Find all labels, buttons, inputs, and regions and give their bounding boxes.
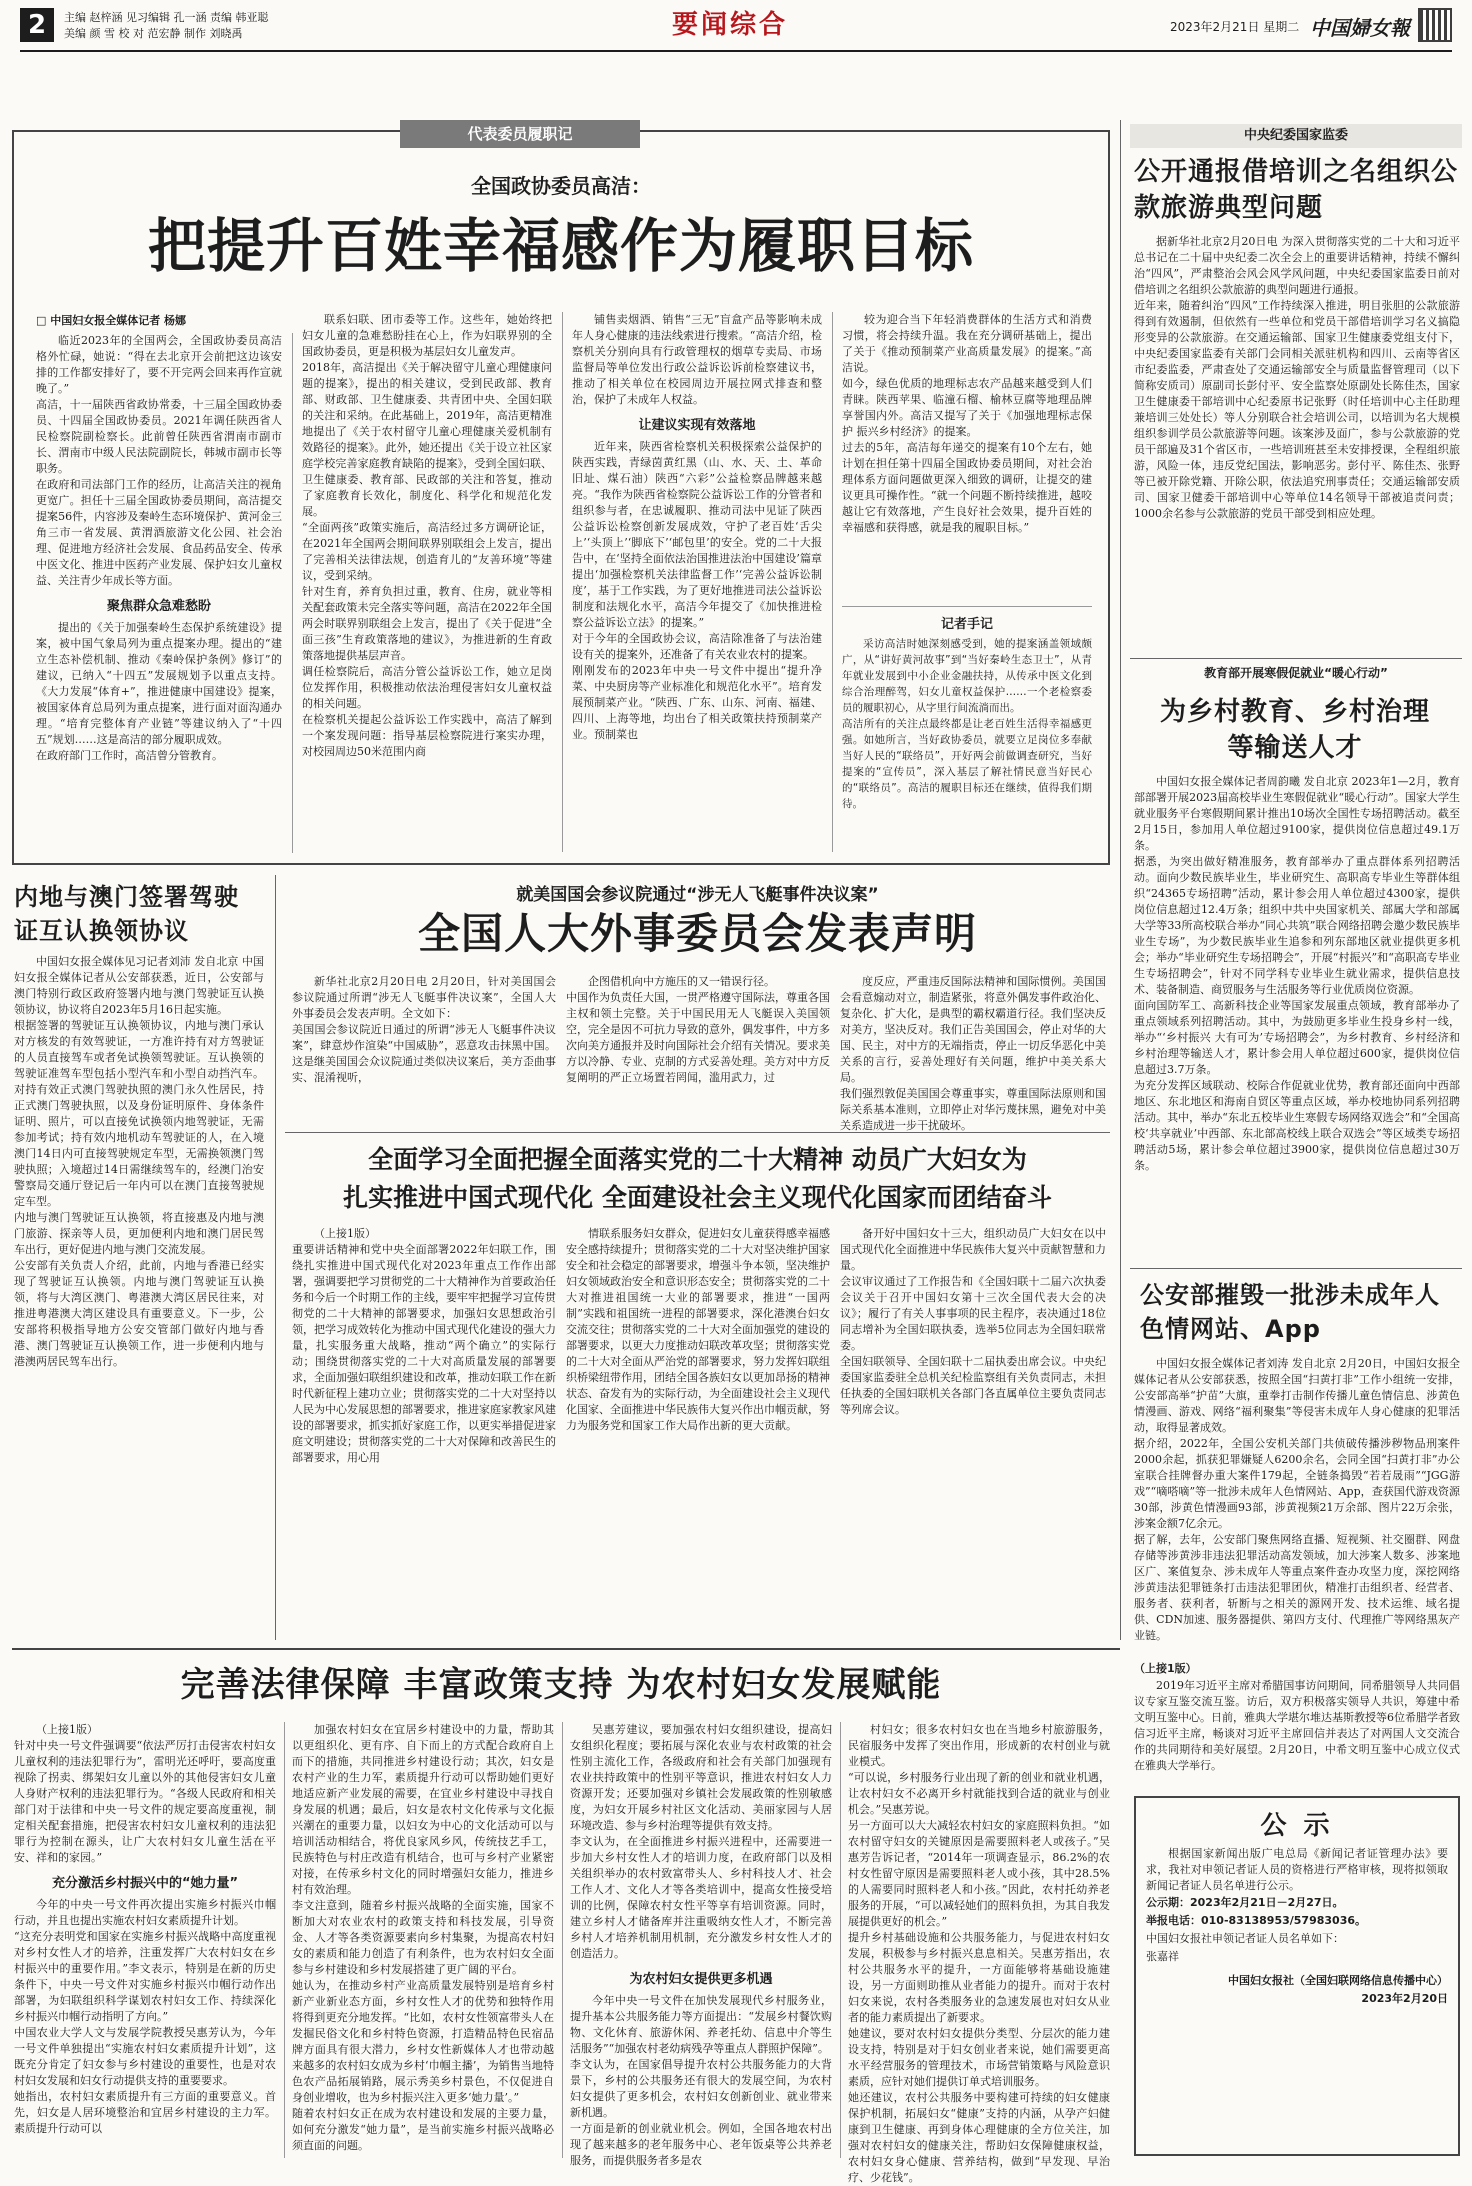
- macau-title: 内地与澳门签署驾驶证互认换领协议: [14, 883, 239, 945]
- public-notice: 公 示 根据国家新闻出版广电总局《新闻记者证管理办法》要求，我社对申领记者证人员的资格进行严格审核，现将拟领取新闻记者证人员名单进行公示。 公示期：2023年2月21日－2月27日。 举报电话：010-83138953/57983036。 中国妇女报社申领记者证人员名单如下： 张嘉祥 中国妇女报社（全国妇联网络信息传播中心） 2023年2月20日: [1134, 1796, 1460, 2156]
- jdxf-text: 据新华社北京2月20日电 为深入贯彻落实党的二十大和习近平总书记在二十届中央纪委二次全会上的重要讲话精神，持续不懈纠治“四风”，严肃整治会风会风学风问题，中央纪委国家监委日前对借培训之名组织公款旅游的典型问题进行通报。 近年来，随着纠治“四风”工作持续深入推进，明目张胆的公款旅游得到有效遏制，但依然有一些单位和党员干部借培训学习名义搞隐形变异的公款旅游。在交通运输部、国家卫生健康委党组支付下，中央纪委国家监委有关部门会同相关派驻机构和四川、云南等省区市纪委监委，严肃查处了交通运输部安全与质量监督管理司（以下简称安质司）原副司长彭付平、安全监察处原副处长陈佳杰，国家卫生健康委干部培训中心纪委原书记张野（时任培训中心主任助理兼培训三处处长）等人分别联合社会培训公司，以培训为名大规模组织参训学员公款旅游等问题。该案涉及面广，参与公款旅游的党员干部遍及31个省区市，一些培训班甚至未安排授课，全程组织旅游，风险一体，违反党纪国法，影响恶劣。彭付平、陈佳杰、张野等已被开除党籍、开除公职，依法追究刑事责任；交通运输部安质司、国家卫健委干部培训中心等单位14名领导干部被追责问责；1000余名参与公款旅游的党员干部受到相应处理。: [1134, 235, 1460, 520]
- lead-subtitle: 全国政协委员高洁：: [471, 174, 651, 198]
- npc-subtitle: 就美国国会参议院通过“涉无人飞艇事件决议案”: [516, 885, 879, 905]
- lead-column-4: 较为迎合当下年轻消费群体的生活方式和消费习惯，将会持续升温。我在充分调研基础上，提出了关于《推动预制菜产业高质量发展》的提案。”高洁说。 如今，绿色优质的地理标志农产品越来越受到人们青睐。陕西苹果、临潼石榴、榆林豆腐等地理品牌享誉国内外。高洁又提写了关于《加强地理标志保护 振兴乡村经济》的提案。 过去的5年，高洁每年递交的提案有10个左右，她计划在担任第十四届全国政协委员期间，对社会治理体系方面问题做更深入细致的调研，让提交的建议更具可操作性。“就一个问题不断持续推进，越咬越让它有效落地，产生良好社会效果，提升百姓的幸福感和获得感，就是我的履职目标。”: [842, 313, 1092, 534]
- masthead: [20, 8, 1452, 46]
- lead-column-1: 临近2023年的全国两会，全国政协委员高洁格外忙碌，她说：“得在去北京开会前把这边该安排的工作都安排好了，要不开完两会回来再作宣就晚了。” 高洁，十一届陕西省政协常委，十三届全国政协委员、十四届全国政协委员。2021年调任陕西省人民检察院副检察长。此前曾任陕西省渭南市副市长、渭南市中级人民法院副院长，韩城市副市长等职务。 在政府和司法部门工作的经历，让高洁关注的视角更宽广。担任十三届全国政协委员期间，高洁提交提案56件，内容涉及秦岭生态环境保护、黄河金三角三市一省发展、黄渭酒旅游文化公园、社会治理、促进地方经济社会发展、食品药品安全、传承中医文化、推进中医药产业发展、保护妇女儿童权益、关注青少年成长等方面。 聚焦群众急难愁盼 提出的《关于加强秦岭生态保护系统建设》提案，被中国气象局列为重点提案办理。提出的“建立生态补偿机制、推动《秦岭保护条例》修订”的建议，已纳入“十四五”发展规划予以重点支持。《大力发展“体育+”，推进健康中国建设》提案，被国家体育总局列为重点提案，进行面对面沟通办理。“培育完整体育产业链”等建议纳入了“十四五”规划……这是高洁的部分履职成效。 在政府部门工作时，高洁曾分管教育。: [36, 334, 282, 762]
- npc-title: 全国人大外事委员会发表声明: [417, 909, 977, 958]
- reporter-notes-title: 记者手记: [940, 617, 993, 632]
- rural-title: 完善法律保障 丰富政策支持 为农村妇女发展赋能: [180, 1665, 942, 1705]
- lead-heading-2: 让建议实现有效落地: [638, 418, 756, 433]
- shanghe-text: 2019年习近平主席对希腊国事访问期间，同希腊领导人共同倡议专家互鉴交流互鉴。访后，双方积极落实领导人共识，筹建中希文明互鉴中心。日前，雅典大学堪尔堆达基斯教授等6位希腊学者致信习近平主席，畅谈对习近平主席回信并表达了对两国人文交流合作的共同期待和美好展望。2月20日，中希文明互鉴中心成立仪式在雅典大学举行。: [1134, 1679, 1460, 1772]
- twenty-column-1: （上接1版） 重要讲话精神和党中央全面部署2022年妇联工作，围绕扎实推进中国式现代化对2023年重点工作作出部署，强调要把学习贯彻党的二十大精神作为首要政治任务和今后一个时期工作的主线，要牢牢把握学习宣传贯彻党的二十大精神的部署要求，加强妇女思想政治引领，把学习成效转化为推动中国式现代化建设的强大力量，扎实服务重大战略，推动“两个确立”的实际行动；围绕贯彻落实党的二十大对高质量发展的部署要求，全面加强妇联组织建设和改革，推动妇联工作在新时代新征程上建功立业；贯彻落实党的二十大对坚持以人民为中心发展思想的部署要求，推进家庭家教家风建设的部署要求，抓实抓好家庭工作，以更实举措促进家庭文明建设；贯彻落实党的二十大对保障和改善民生的部署要求，用心用: [292, 1227, 556, 1464]
- edu-title: 为乡村教育、乡村治理等输送人才: [1159, 697, 1430, 763]
- paper-logo: 中国婦女報: [1310, 16, 1410, 40]
- lead-byline: □ 中国妇女报全媒体记者 杨娜: [36, 314, 187, 327]
- notice-title: 公 示: [1260, 1811, 1334, 1841]
- rural-column-1: （上接1版） 针对中央一号文件强调要“依法严厉打击侵害农村妇女儿童权利的违法犯罪行为”，雷明光还呼吁，要高度重视除了拐卖、绑架妇女儿童以外的其他侵害妇女儿童人身财产权利的违法犯罪行为。“各级人民政府和相关部门对于法律和中央一号文件的规定要高度重视，制定相关配套措施，把侵害农村妇女儿童权利的违法犯罪行为控制在源头，让广大农村妇女儿童生活在平安、祥和的家园。” 充分激活乡村振兴中的“她力量” 今年的中央一号文件再次提出实施乡村振兴巾帼行动，并且也提出实施农村妇女素质提升计划。 “这充分表明党和国家在实施乡村振兴战略中高度重视对乡村女性人才的培养，注重发挥广大农村妇女在乡村振兴中的重要作用。”李文表示，特别是在新的历史条件下，中央一号文件对实施乡村振兴巾帼行动作出部署，为妇联组织科学谋划农村妇女工作、持续深化乡村振兴巾帼行动指明了方向。” 中国农业大学人文与发展学院教授吴惠芳认为，今年一号文件单独提出“实施农村妇女素质提升计划”，这既充分肯定了妇女参与乡村建设的重要性，也是对农村妇女发展和妇女行动提供支持的重要要求。 她指出，农村妇女素质提升有三方面的重要意义。首先，妇女是人居环境整治和宜居乡村建设的主力军。素质提升行动可以: [14, 1723, 276, 2135]
- rural-column-3: 吴惠芳建议，要加强农村妇女组织建设，提高妇女组织化程度；要拓展与深化农业与农村政策的社会性别主流化工作，各级政府和社会有关部门加强现有农业扶持政策中的性别平等意识，推进农村妇女人力资源开发；还要加强对乡镇社会发展政策的性别敏感度，为妇女开展乡村社区文化活动、美丽家园与人居环境改造、参与乡村治理等提供有效支持。 李文认为，在全面推进乡村振兴进程中，还需要进一步加大乡村女性人才的培训力度，在政府部门以及相关组织举办的农村致富带头人、乡村科技人才、社会工作人才、文化人才等各类培训中，提高女性接受培训的比例，保障农村女性平等享有培训资源。同时，建立乡村人才储备库并注重吸纳女性人才，不断完善乡村人才培养机制用机制，充分激发乡村女性人才的创造活力。 为农村妇女提供更多机遇 今年中央一号文件在加快发展现代乡村服务业，提升基本公共服务能力等方面提出：“发展乡村餐饮购物、文化休育、旅游休闲、养老托幼、信息中介等生活服务”“加强农村老幼病残孕等重点人群照护保障”。 李文认为，在国家倡导提升农村公共服务能力的大背景下，乡村的公共服务还有很大的发展空间，为农村妇女提供了更多机会，农村妇女创新创业、就业带来新机遇。 一方面是新的创业就业机会。例如，全国各地农村出现了越来越多的老年服务中心、老年饭桌等公共养老服务，而提供服务者多是农: [570, 1723, 832, 2167]
- twenty-title-1: 全面学习全面把握全面落实党的二十大精神 动员广大妇女为: [368, 1145, 1027, 1174]
- lead-column-2: 联系妇联、团市委等工作。这些年，她始终把妇女儿童的急难愁盼挂在心上，作为妇联界别的全国政协委员，更是积极为基层妇女儿童发声。 2018年，高洁提出《关于解决留守儿童心理健康问题的提案》，提出的相关建议，受到民政部、教育部、财政部、卫生健康委、共青团中央、全国妇联的关注和采纳。在此基础上，2019年，高洁更精准地提出了《关于农村留守儿童心理健康关爱机制有效路径的提案》。此外，她还提出《关于设立社区家庭学校完善家庭教育缺陷的提案》，受到全国妇联、卫生健康委、教育部、民政部的关注和答复，推动了家庭教育长效化，制度化、科学化和规范化发展。 “全面两孩”政策实施后，高洁经过多方调研论证，在2021年全国两会期间联界别联组会上发言，提出了完善相关法律法规，创造育儿的“友善环境”等建议，受到采纳。 针对生育，养育负担过重，教育、住房，就业等相关配套政策未完全落实等问题，高洁在2022年全国两会时联界别联组会上发言，提出了《关于促进“全面三孩”生育政策落地的建议》，为推进新的生育政策落地提供基层声音。 调任检察院后，高洁分管公益诉讼工作，她立足岗位发挥作用，积极推动依法治理侵害妇女儿童权益的相关问题。 在检察机关提起公益诉讼工作实践中，高洁了解到一个案发现问题：指导基层检察院进行案实办理，对校园周边50米范围内商: [302, 313, 552, 758]
- jdxf-dept: 中央纪委国家监委: [1130, 124, 1462, 148]
- npc-column-2: 企图借机向中方施压的又一错误行径。 中国作为负责任大国，一贯严格遵守国际法，尊重各国主权和领土完整。关于中国民用无人飞艇误入美国领空，完全是因不可抗力导致的意外，偶发事件，中方多次向美方通报并及时向国际社会介绍有关情况。要求美方以冷静、专业、克制的方式妥善处理。美方对中方反复阐明的严正立场置若罔闻，滥用武力，过: [566, 975, 830, 1084]
- qr-code-icon: [1418, 8, 1452, 42]
- macau-text: 中国妇女报全媒体见习记者刘沛 发自北京 中国妇女报全媒体记者从公安部获悉，近日，公安部与澳门特别行政区政府签署内地与澳门驾驶证互认换领协议，协议将自2023年5月16日起实施。 根据签署的驾驶证互认换领协议，内地与澳门承认对方核发的有效驾驶证，一方准许持有对方驾驶证的人员直接驾车或者免试换领驾驶证。互认换领的驾驶证准驾车型包括小型汽车和小型自动挡汽车。对持有效正式澳门驾驶执照的澳门永久性居民，持正式澳门驾驶执照，以及身份证明原件、身体条件证明、照片，可以直接免试换领内地驾驶证，无需参加考试；持有效内地机动车驾驶证的人，在入境澳门14日内可直接驾驶规定车型，无需换领澳门驾驶执照；入境超过14日需继续驾车的，经澳门治安警察局交通厅登记后一年内可以在澳门直接驾驶规定车型。 内地与澳门驾驶证互认换领，将直接惠及内地与澳门旅游、探亲等人员，更加便利内地和澳门居民驾车出行，更好促进内地与澳门交流发展。 公安部有关负责人介绍，此前，内地与香港已经实现了驾驶证互认换领。内地与澳门驾驶证互认换领，将与大湾区澳门、粤港澳大湾区居民往来，对推进粤港澳大湾区建设具有重要意义。下一步，公安部将积极指导地方公安交管部门做好内地与香港、澳门驾驶证互认换领工作，进一步便利内地与港澳两居民驾车出行。: [14, 955, 264, 1368]
- editor-credits: 主编 赵梓涵 见习编辑 孔一涵 责编 韩亚聪 美编 颜 雪 校 对 范宏静 制作 刘晓禹: [64, 11, 269, 40]
- npc-column-1: 新华社北京2月20日电 2月20日，针对美国国会参议院通过所谓“涉无人飞艇事件决议案”，全国人大外事委员会发表声明。全文如下： 美国国会参议院近日通过的所谓“涉无人飞艇事件决议案”，肆意炒作渲染“中国威胁”，恶意攻击抹黑中国。这是继美国国会众议院通过类似决议案后，美方歪曲事实、混淆视听，: [292, 975, 556, 1084]
- twenty-column-3: 备开好中国妇女十三大，组织动员广大妇女在以中国式现代化全面推进中华民族伟大复兴中贡献智慧和力量。 会议审议通过了工作报告和《全国妇联十二届六次执委会议关于召开中国妇女第十三次全国代表大会的决议》；履行了有关人事事项的民主程序，表决通过18位同志增补为全国妇联执委，选举5位同志为全国妇联常委。 全国妇联领导、全国妇联十二届执委出席会议。中央纪委国家监委驻全总机关纪检监察组有关负责同志，未担任执委的全国妇联机关各部门各直属单位主要负责同志等列席会议。: [840, 1227, 1106, 1416]
- rural-column-2: 加强农村妇女在宜居乡村建设中的力量，帮助其以更组织化、更有序、自下而上的方式配合政府自上而下的措施，共同推进乡村建设行动；其次，妇女是农村产业的生力军，素质提升行动可以帮助她们更好地适应新产业发展的需要，在宜业乡村建设中寻找自身发展的机遇；最后，妇女是农村文化传承与文化振兴潮在的重要力量，以妇女为中心的文化活动可以与培训活动相结合，将优良家风乡风，传统技艺手工，民族特色与村庄改造有机结合，也可与乡村产业紧密对接，在传承乡村文化的同时增强妇女能力，推进乡村有效治理。 李文注意到，随着乡村振兴战略的全面实施，国家不断加大对农业农村的政策支持和科技发展，引导资金、人才等各类资源要素向乡村集聚，为提高农村妇女的素质和能力创造了有利条件，也为农村妇女全面参与乡村建设和乡村发展搭建了更广阔的平台。 她认为，在推动乡村产业高质量发展特别是培育乡村新产业新业态方面，乡村女性人才的优势和独特作用将得到更充分地发挥。“比如，农村女性领富带头人在发掘民俗文化和乡村特色资源，打造精品特色民宿品牌方面具有很大潜力，乡村女性新媒体人才也带动越来越多的农村妇女成为乡村‘巾帼主播’，为销售当地特色农产品拓展销路，展示秀美乡村景色，不仅促进自身创业增收，也为乡村振兴注入更多‘她力量’。” 随着农村妇女正在成为农村建设和发展的主要力量，如何充分激发“她力量”，是当前实施乡村振兴战略必须直面的问题。: [292, 1723, 554, 2152]
- reporter-notes: 记者手记 采访高洁时她深刻感受到，她的提案涵盖领域颇广，从“讲好黄河故事”到“当好秦岭生态卫士”，从青年就业发展到中小企业金融扶持，从传承中医文化到综合治理醉驾，妇女儿童权益保护……一个老检察委员的履职初心，从字里行间流淌而出。 高洁所有的关注点最终都是让老百姓生活得幸福感更强。如她所言，当好政协委员，就要立足岗位多奉献当好人民的“联络员”，开好两会前做调查研究，当好提案的“宣传员”，深入基层了解社情民意当好民心的“联络员”。高洁的履职目标还在继续，值得我们期待。: [842, 606, 1092, 852]
- twenty-column-2: 情联系服务妇女群众，促进妇女儿童获得感幸福感安全感持续提升；贯彻落实党的二十大对坚决维护国家安全和社会稳定的部署要求，增强斗争本领，坚决维护妇女领域政治安全和意识形态安全；贯彻落实党的二十大对推进祖国统一大业的部署要求，推进“一国两制”实践和祖国统一进程的部署要求，深化港澳台妇女交流交往；贯彻落实党的二十大对全面加强党的建设的部署要求，以更大力度推动妇联改革攻坚；贯彻落实党的二十大对全面从严治党的部署要求，努力发挥妇联组织桥梁纽带作用，团结全国各族妇女以更加昂扬的精神状态、奋发有为的实际行动，为全面建设社会主义现代化国家、全面推进中华民族伟大复兴作出巾帼贡献，努力为服务党和国家工作大局作出新的更大贡献。: [566, 1227, 830, 1432]
- gab-title: 公安部摧毁一批涉未成年人色情网站、App: [1140, 1281, 1440, 1343]
- npc-column-3: 度反应，严重违反国际法精神和国际惯例。美国国会看意煽动对立，制造紧张，将意外偶发事件政治化、复杂化、扩大化，是典型的霸权霸道行径。我们坚决反对美方，坚决反对。我们正告美国国会，停止对华的大国、民主，对中方的无端指责，停止一切反华恶化中美关系的言行，妥善处理好有关问题，维护中美关系大局。 我们强烈敦促美国国会尊重事实，尊重国际法原则和国际关系基本准则，立即停止对华污蔑抹黑，避免对中美关系造成进一步干扰破坏。: [840, 975, 1106, 1132]
- gab-text: 中国妇女报全媒体记者刘涛 发自北京 2月20日，中国妇女报全媒体记者从公安部获悉，按照全国“扫黄打非”工作小组统一安排，公安部高举“护苗”大旗，重拳打击制作传播儿童色情信息、涉黄色情漫画、游戏、网络“福利聚集”等侵害未成年人身心健康的犯罪活动，取得显著成效。 据介绍，2022年，全国公安机关部门共侦破传播涉秽物品刑案件2000余起，抓获犯罪嫌疑人6200余名，会同全国“扫黄打非”办公室联合挂牌督办重大案件179起，全链条捣毁“若若晟雨”“JGG游戏”“嘀嗒嘀”等一批涉未成年人色情网站、App，查获国代游戏资源30部，涉黄色情漫画93部，涉黄视频21万余部、图片22万余张，涉案金额7亿余元。 据了解，去年，公安部门聚焦网络直播、短视频、社交圈群、网盘存储等涉黄涉非违法犯罪活动高发领域，加大涉案人数多、涉案地区广、案值复杂、涉未成年人等重点案件查办攻坚力度，深挖网络涉黄违法犯罪链条打击违法犯罪团伙，精准打击组织者、经营者、服务者、获利者，斩断与之相关的源网开发、技术运维、域名提供、CDN加速、服务器提供、第四方支付、代理推广等网络黑灰产业链。: [1134, 1357, 1460, 1642]
- lead-title: 把提升百姓幸福感作为履职目标: [147, 212, 974, 280]
- page-number: 2: [20, 8, 54, 42]
- twenty-title-2: 扎实推进中国式现代化 全面建设社会主义现代化国家而团结奋斗: [343, 1183, 1052, 1212]
- rural-column-4: 村妇女；很多农村妇女也在当地乡村旅游服务，民宿服务中发挥了突出作用，形成新的农村创业与就业模式。 “可以说，乡村服务行业出现了新的创业和就业机遇，让农村妇女不必离开乡村就能找到合适的就业与创业机会。”吴惠芳说。 另一方面可以大大减轻农村妇女的家庭照料负担。“如农村留守妇女的关键原因是需要照料老人或孩子。”吴惠芳告诉记者，“2014年一项调查显示，86.2%的农村女性留守原因是需要照料老人或小孩，其中28.5%的人需要同时照料老人和小孩。”因此，农村托幼养老服务的开展，“可以减轻她们的照料负担，为其自我发展提供更好的机会。” 提升乡村基础设施和公共服务能力，与促进农村妇女发展，积极参与乡村振兴息息相关。吴惠芳指出，农村公共服务水平的提升，一方面能够将基础设施建设，另一方面则助推从业者能力的提升。而对于农村妇女来说，农村各类服务业的急速发展也对妇女从业者的能力素质提出了新要求。 她建议，要对农村妇女提供分类型、分层次的能力建设支持，特别是对于妇女创业者来说，她们需要更高水平经营服务的管理技术，市场营销策略与风险意识素质，应针对她们提供订单式培训服务。 她还建议，农村公共服务中要构建可持续的妇女健康保护机制，拓展妇女“健康”支持的内涵，从孕产妇健康到卫生健康、再到身体心理健康的全方位关注，加强对农村妇女的健康关注，帮助妇女保障健康权益，农村妇女身心健康、营养结构，做到“早发现、早治疗、少花钱”。: [848, 1723, 1110, 2184]
- edu-text: 中国妇女报全媒体记者周韵曦 发自北京 2023年1—2月，教育部部署开展2023届高校毕业生寒假促就业“暖心行动”。国家大学生就业服务平台寒假期间累计推出10场次全国性专场招聘活动。截至2月15日，参加用人单位超过9100家，提供岗位信息超过49.1万条。 据悉，为突出做好精准服务，教育部举办了重点群体系列招聘活动。面向少数民族毕业生，毕业研究生、高职高专毕业生等群体组织“24365专场招聘”活动，累计参会用人单位超过4300家，提供岗位信息超过12.4万条；组织中共中央国家机关、部属大学和部属大学等33所高校联合举办“同心共筑”联合网络招聘会邀少数民族毕业生专场”，为少数民族毕业生追参和列东部地区就业提供更多机会；举办“毕业研究生专场招聘会”，开展“村振兴”和“高职高专毕业生专场招聘会”，针对不同学科专业毕业生就业需求，提供信息技术、装备制造、商贸服务与生活服务等行业优质岗位资源。 面向国防军工、高新科技企业等国家发展重点领域，教育部举办了重点领域系列招聘活动。其中，为鼓励更多毕业生投身乡村一线，举办“‘乡村振兴 大有可为’专场招聘会”，为乡村教育、乡村经济和乡村治理等输送人才，累计参会用人单位超过600家，提供岗位信息超过3.7万条。 为充分发挥区域联动、校际合作促就业优势，教育部还面向中西部地区、东北地区和海南自贸区等重点区域，举办校地协同系列招聘活动。其中，举办“东北五校毕业生寒假专场网络双选会”和“全国高校‘共享就业’中西部、东北部高校线上联合双选会”等区域类专场招聘活动5场，累计参会单位超过3900家，提供岗位信息超过30万条。: [1134, 775, 1460, 1172]
- issue-date: 2023年2月21日 星期二: [1170, 20, 1300, 34]
- rural-heading-1: 充分激活乡村振兴中的“她力量”: [51, 1876, 239, 1891]
- lead-heading-1: 聚焦群众急难愁盼: [106, 599, 211, 614]
- lead-kicker: 代表委员履职记: [400, 120, 640, 148]
- jdxf-title: 公开通报借培训之名组织公款旅游典型问题: [1134, 157, 1459, 223]
- section-name: 要闻综合: [671, 10, 788, 40]
- lead-column-3: 铺售卖烟酒、销售“三无”盲盒产品等影响未成年人身心健康的违法线索进行搜索。“高洁介绍，检察机关分别向具有行政管理权的烟草专卖局、市场监督局等单位发出行政公益诉讼诉前检察建议书，推动了相关单位在校园周边开展拉网式排查和整治，保护了未成年人权益。 让建议实现有效落地 近年来，陕西省检察机关积极探索公益保护的陕西实践，青绿茵黄红黑（山、水、天、土、革命旧址、煤石油）陕西“六彩”公益检察品牌越来越亮。“我作为陕西省检察院公益诉讼工作的分管者和组织参与者，在忠诚履职、推动司法中见证了陕西公益诉讼检察创新发展成效，守护了老百姓‘舌尖上’‘头顶上’‘脚底下’‘邮包里’的安全。党的二十大报告中，在‘坚持全面依法治国推进法治中国建设’篇章提出‘加强检察机关法律监督工作’‘完善公益诉讼制度’，基于工作实践，为了更好地推进司法公益诉讼制度和法规化水平，高洁今年提交了《加快推进检察公益诉讼立法》的提案。” 对于今年的全国政协会议，高洁除准备了与法治建设有关的提案外，还准备了有关农业农村的提案。 刚刚发布的2023年中央一号文件中提出“提升净菜、中央厨房等产业标准化和规范化水平”。培育发展预制菜产业。“陕西、广东、山东、河南、福建、四川、上海等地，均出台了相关政策扶持预制菜产业。预制菜也: [572, 313, 822, 741]
- edu-kicker: 教育部开展寒假促就业“暖心行动”: [1204, 666, 1388, 680]
- masthead-rule: [20, 50, 1452, 52]
- shanghe-label: （上接1版）: [1134, 1662, 1197, 1675]
- rural-heading-2: 为农村妇女提供更多机遇: [629, 1972, 773, 1987]
